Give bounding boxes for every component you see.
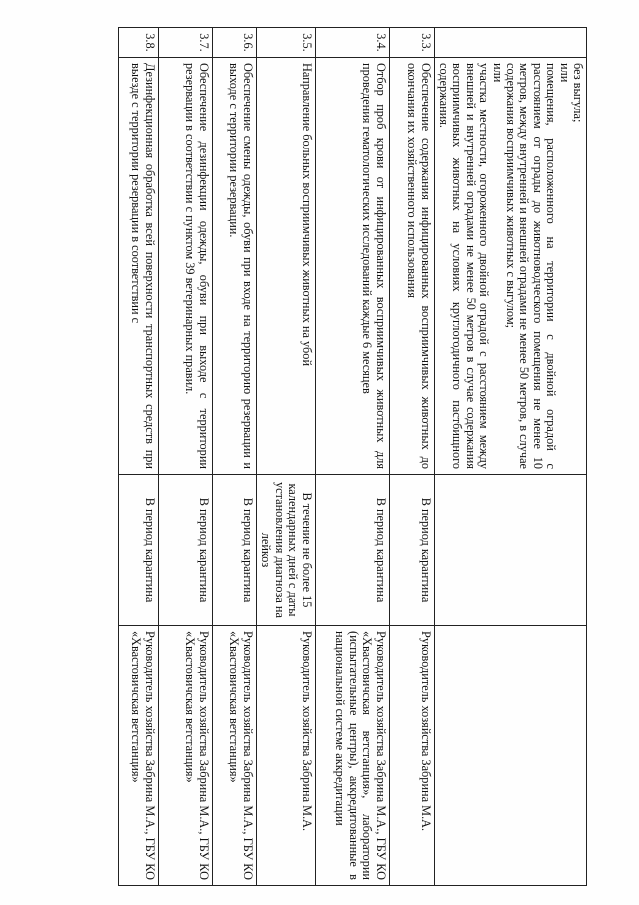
term-text: В течение не более 15 календарных дней с даты установления диагноза на лейкоз [256,475,315,626]
responsible-text: Руководитель хозяйства Забрина М.А., ГБУ КО «Хвастовичская ветстанция» [118,626,158,886]
term-text: В период карантина [158,475,212,626]
responsible-cell [434,626,586,886]
row-number: 3.5. [256,28,315,58]
row-number: 3.6. [212,28,256,58]
measure-text: Отбор проб крови от инфицированных восприимчивых животных для проведения гематологических исследований каждые 6 месяцев [315,58,389,475]
term-text: В период карантина [118,475,158,626]
responsible-text: Руководитель хозяйства Забрина М.А., ГБУ КО «Хвастовичская ветстанция», лаборатории (испытательные центры), аккредитованные в национальной системе аккредитации [315,626,389,886]
term-text: В период карантина [212,475,256,626]
measure-text: Направление больных восприимчивых животных на убой [256,58,315,475]
table-row-continuation [434,28,586,886]
continuation-line: или [557,63,572,83]
table-row [256,28,315,886]
responsible-text: Руководитель хозяйства Забрина М.А., ГБУ КО «Хвастовичская ветстанция» [212,626,256,886]
table-row [212,28,256,886]
measure-text: Обеспечение дезинфекции одежды, обуви при выходе с территории резервации в соответствии с пунктом 39 ветеринарных правил. [158,58,212,475]
continuation-line: помещения, расположенного на территории с двойной оградой с расстоянием от ограды до животноводческого помещения не менее 10 метров, между внутренней и внешней оградами не менее 50 метров, в случае содержания восприимчивых животных с выгулом; [503,63,559,469]
continuation-line: без выгула; [571,63,585,123]
responsible-text: Руководитель хозяйства Забрина М.А., ГБУ КО «Хвастовичская ветстанция» [158,626,212,886]
term-text: В период карантина [389,475,434,626]
continuation-line: участка местности, огороженного двойной оградой с расстоянием между внешней и внутренней оградами не менее 50 метров в случае содержания восприимчивых животных на условиях круглогодичного пастбищного содержания. [436,63,492,469]
row-number: 3.7. [158,28,212,58]
quarantine-measures-table [118,27,587,886]
responsible-text: Руководитель хозяйства Забрина М.А. [256,626,315,886]
measure-text: Обеспечение содержания инфицированных восприимчивых животных до окончания их хозяйственного использования [389,58,434,475]
row-number: 3.4. [315,28,389,58]
continuation-line: или [490,63,505,83]
table-row [118,28,158,886]
measure-text: Обеспечение смены одежды, обуви при входе на территорию резервации и выходе с территории резервации. [212,58,256,475]
term-cell [434,475,586,626]
row-number: 3.8. [118,28,158,58]
table-row [315,28,389,886]
table-row [158,28,212,886]
row-number-cell [434,28,586,58]
table-row [389,28,434,886]
term-text: В период карантина [315,475,389,626]
measure-text: Дезинфекционная обработка всей поверхности транспортных средств при выезде с территории резервации в соответствии с [118,58,158,475]
responsible-text: Руководитель хозяйства Забрина М.А. [389,626,434,886]
measure-cell [434,58,586,475]
row-number: 3.3. [389,28,434,58]
